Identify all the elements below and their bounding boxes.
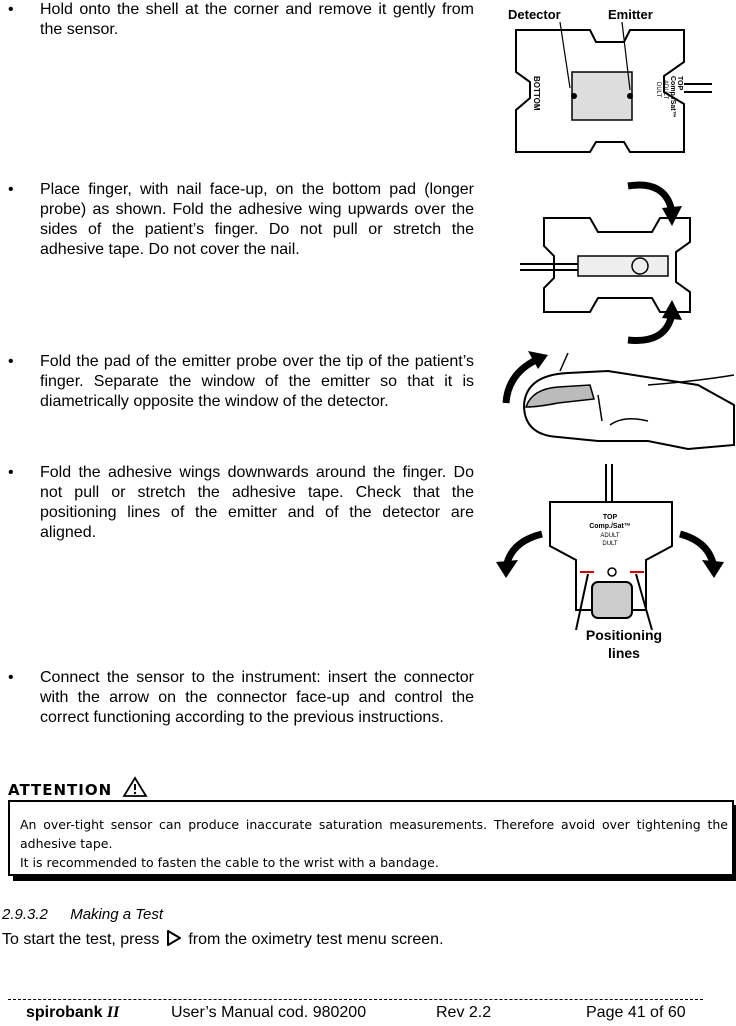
step-3-text: Fold the pad of the emitter probe over the tip of the patient’s finger. Separate the window of the emitter so that it is diametrically opposite the window of the detector. [40, 353, 474, 410]
positioning-figure [496, 464, 724, 664]
bullet: • [8, 181, 14, 198]
wing-fold-figure [520, 172, 710, 344]
attention-line-1: An over-tight sensor can produce inaccurate saturation measurements. Therefore avoid over tightening the adhesive tape. [20, 817, 728, 851]
step-5-text: Connect the sensor to the instrument: insert the connector with the arrow on the connector face-up and control the correct functioning according to the previous instructions. [40, 669, 474, 726]
footer-brand-suffix: II [106, 1004, 120, 1021]
play-arrow-icon [166, 930, 182, 946]
step-1-text: Hold onto the shell at the corner and remove it gently from the sensor. [40, 1, 474, 38]
footer-divider [8, 999, 703, 1000]
attention-title: ATTENTION [8, 781, 113, 799]
footer-manual: User’s Manual cod. 980200 [171, 1004, 367, 1021]
bullet: • [8, 669, 14, 686]
pad-adult-label: ADULT [600, 533, 620, 539]
pad-dult-label: DULT [655, 82, 661, 98]
footer-rev: Rev 2.2 [436, 1004, 492, 1021]
pad-top-label: TOP [602, 514, 618, 521]
step-4-text: Fold the adhesive wings downwards around the finger. Do not pull or stretch the adhesive tape. Check that the positioning lines of the emitter and of the detector are aligned. [40, 464, 474, 541]
finger-figure [498, 345, 736, 463]
attention-heading [8, 776, 148, 799]
section-heading [2, 906, 163, 923]
emitter-label: Emitter [608, 7, 653, 22]
pad-top-label: TOP [676, 76, 683, 91]
attention-line-2: It is recommended to fasten the cable to the wrist with a bandage. [20, 855, 439, 870]
step-2-text: Place finger, with nail face-up, on the bottom pad (longer probe) as shown. Fold the adhesive wing upwards over the sides of the patient’s finger. Do not pull or stretch the adhesive tape. Do not cover the nail. [40, 181, 474, 258]
positioning-label-line1: Positioning [585, 627, 663, 643]
pad-comp-label: Comp./Sat™ [669, 76, 676, 118]
instruction-before: To start the test, press [2, 931, 160, 948]
positioning-label-line2: lines [608, 645, 640, 661]
section-number: 2.9.3.2 [2, 906, 48, 923]
footer-brand [26, 1004, 119, 1022]
detector-label: Detector [508, 7, 561, 22]
start-instruction [2, 930, 444, 949]
bullet: • [8, 1, 14, 18]
bullet: • [8, 464, 14, 481]
pad-dult-label: DULT [602, 541, 618, 547]
pad-comp-label: Comp./Sat™ [589, 523, 631, 530]
footer-brand-name: spirobank [26, 1004, 103, 1021]
sensor-figure [506, 0, 716, 162]
instruction-after: from the oximetry test menu screen. [188, 931, 444, 948]
attention-box [8, 800, 734, 876]
section-title: Making a Test [70, 906, 164, 923]
bottom-label: BOTTOM [532, 76, 541, 111]
warning-triangle-icon [122, 776, 148, 798]
footer-page: Page 41 of 60 [586, 1004, 686, 1021]
pad-adult-label: ADULT [662, 80, 668, 100]
bullet: • [8, 353, 14, 370]
